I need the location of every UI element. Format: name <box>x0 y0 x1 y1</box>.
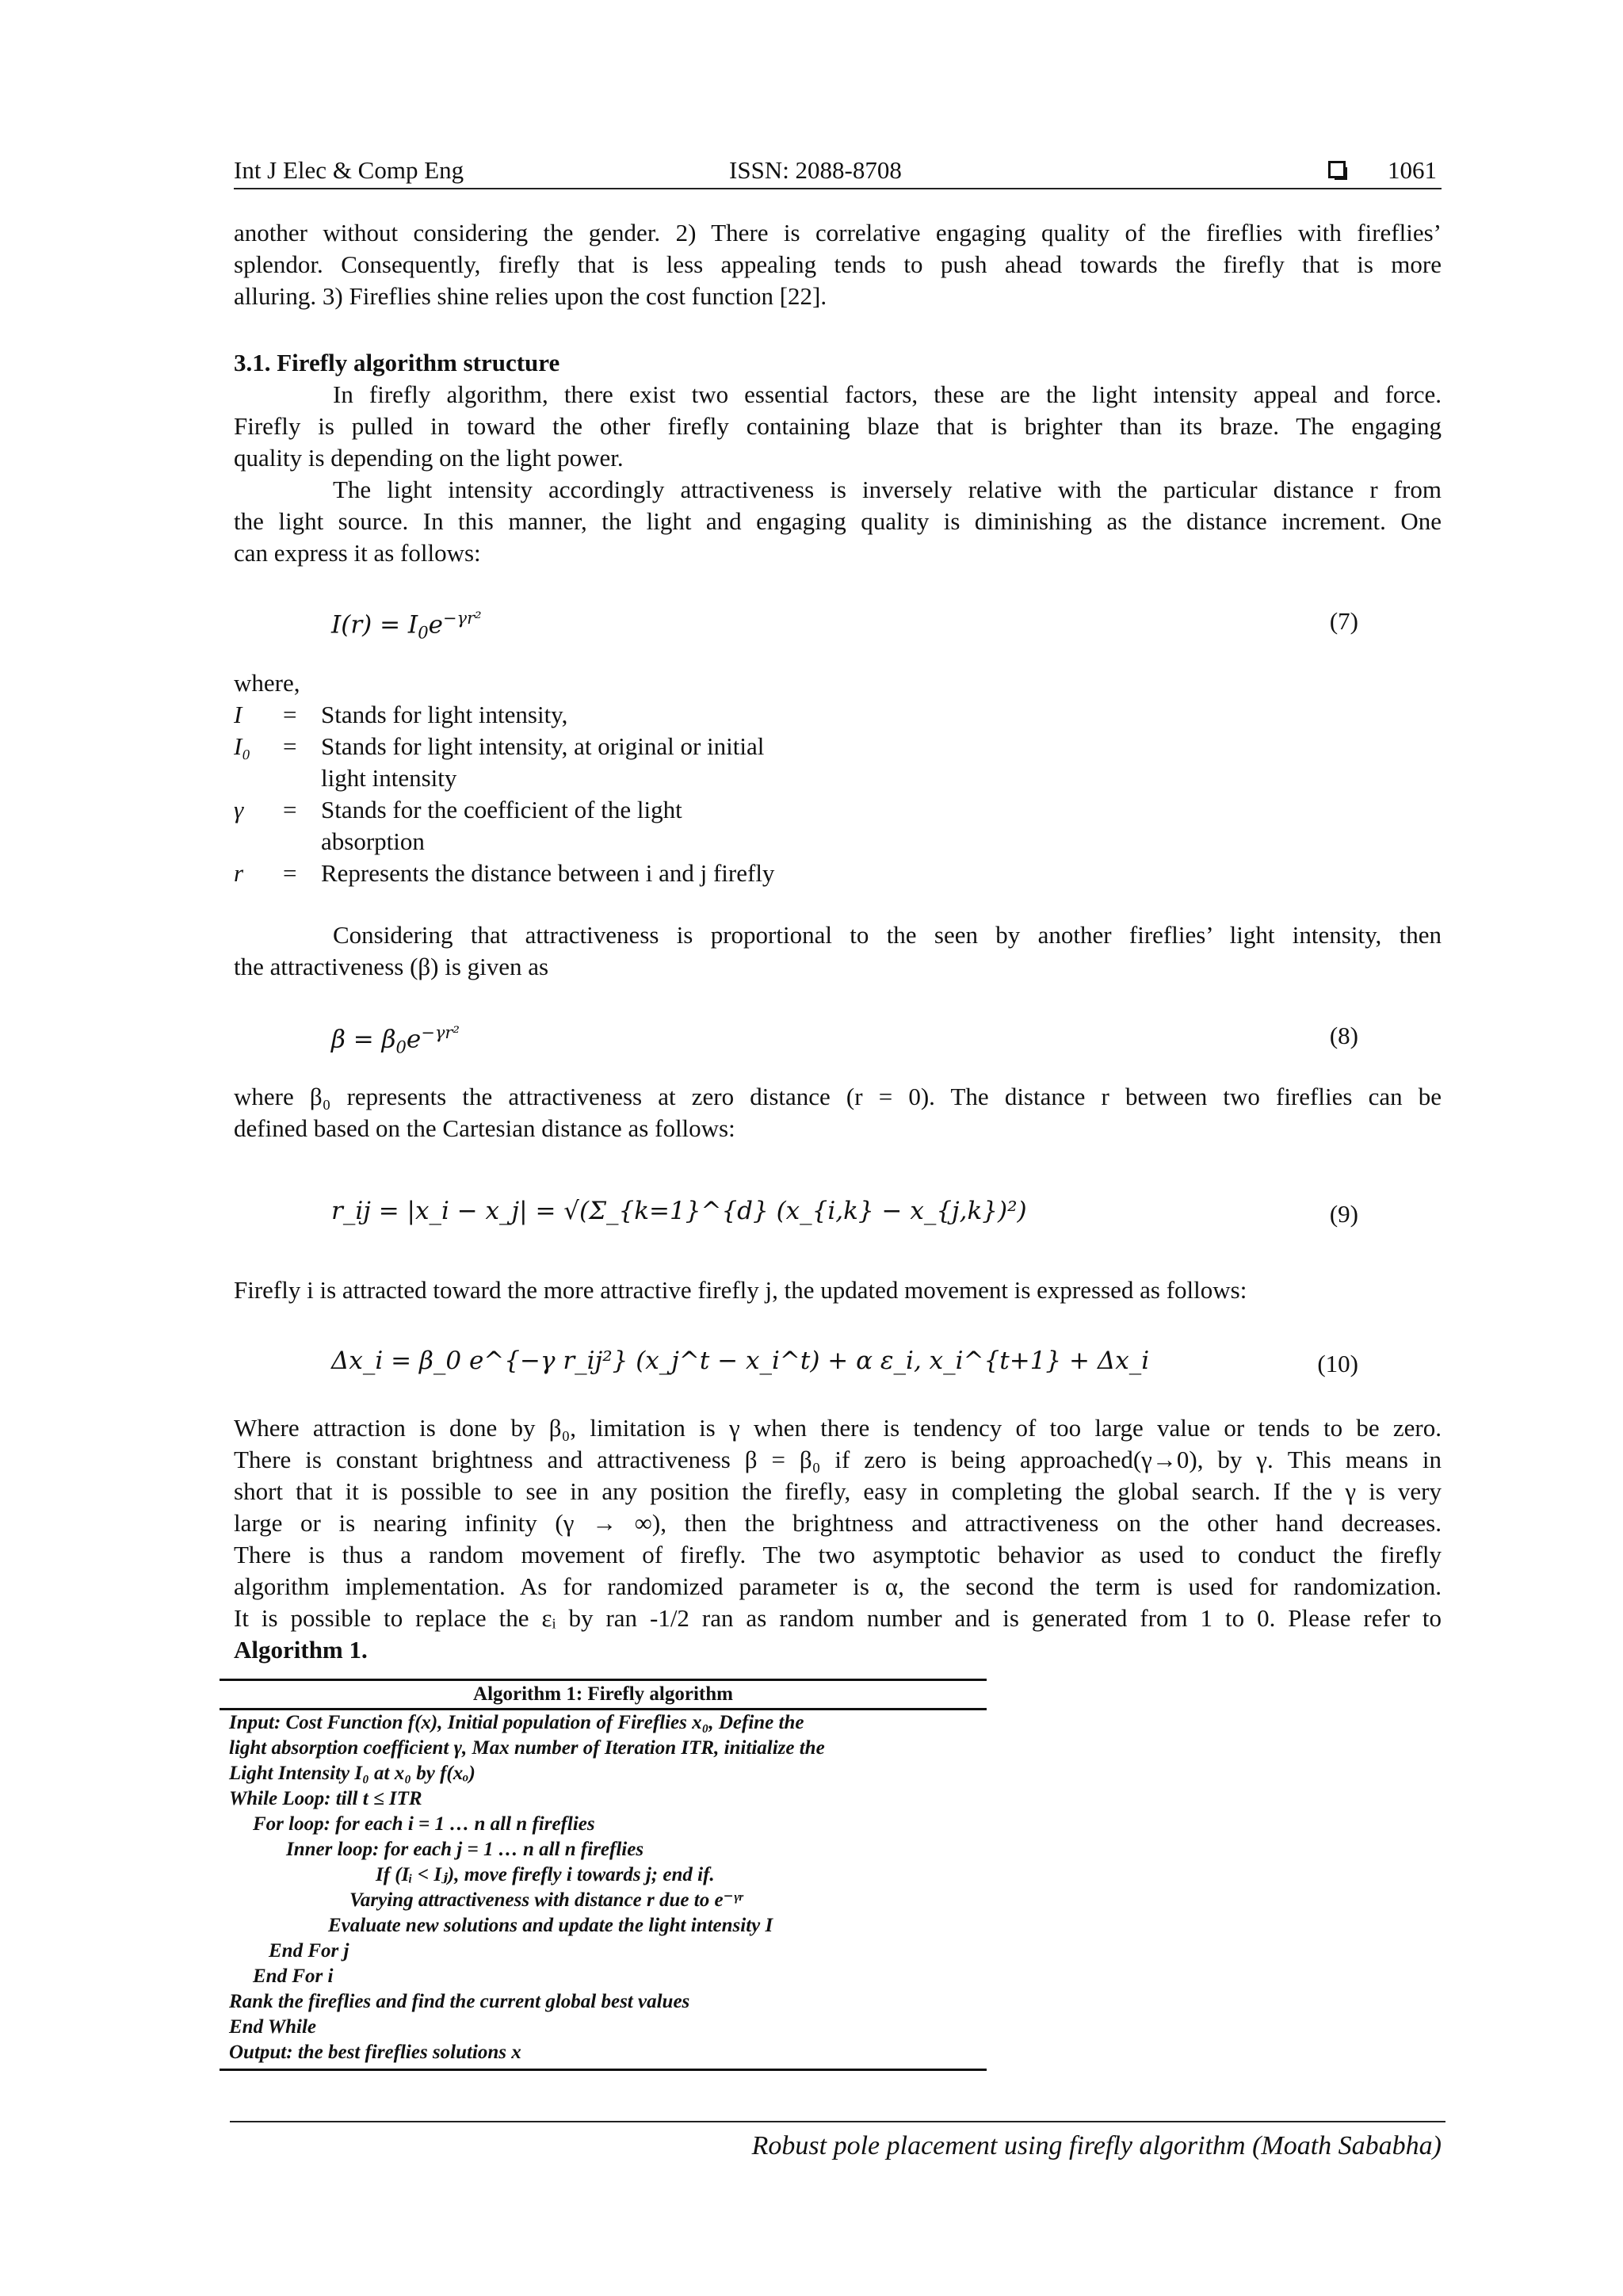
equation-10 <box>331 1345 1358 1386</box>
intro-paragraph <box>234 217 1442 312</box>
algorithm-line: Input: Cost Function f(x), Initial population of Fireflies x₀, Define the <box>229 1712 804 1733</box>
algorithm-line: End While <box>229 2016 316 2038</box>
equation-8-math: $\beta = \beta_0e^{-\gamma r^2}$ <box>331 1023 460 1057</box>
text-line: Where attraction is done by β₀, limitation is γ when there is tendency of too large value or tends to be zero. <box>234 1414 1442 1442</box>
paragraph-5: Firefly i is attracted toward the more attractive firefly j, the updated movement is expressed as follows: <box>234 1276 1247 1304</box>
algorithm-box <box>220 1679 987 2071</box>
running-header <box>234 153 1442 189</box>
text-line: alluring. 3) Fireflies shine relies upon the cost function [22]. <box>234 282 827 310</box>
paragraph-4 <box>234 1081 1442 1144</box>
where-label: where, <box>234 669 300 697</box>
algorithm-title: Algorithm 1: Firefly algorithm <box>473 1683 733 1705</box>
algorithm-line: End For j <box>269 1940 349 1962</box>
text-line: can express it as follows: <box>234 539 481 567</box>
section-heading: 3.1. Firefly algorithm structure <box>234 349 560 376</box>
algorithm-line: Varying attractiveness with distance r due to e⁻ᵞʳ <box>349 1889 743 1911</box>
equation-7-math: $I(r) = I_0e^{-\gamma r^2}$ <box>331 609 482 643</box>
text-line: The light intensity accordingly attractiveness is inversely relative with the particular distance r from <box>333 476 1442 503</box>
equation-10-number: (10) <box>1317 1350 1358 1377</box>
equation-7-number: (7) <box>1329 607 1358 635</box>
text-line: Considering that attractiveness is proportional to the seen by another fireflies’ light intensity, then <box>333 921 1442 949</box>
journal-name: Int J Elec & Comp Eng <box>234 156 464 184</box>
text-line: There is thus a random movement of firefly. The two asymptotic behavior as used to conduct the firefly <box>234 1541 1442 1568</box>
text-line: short that it is possible to see in any position the firefly, easy in completing the global search. If the γ is very <box>234 1477 1442 1505</box>
text-line: another without considering the gender. 2) There is correlative engaging quality of the fireflies with fireflies’ <box>234 219 1442 246</box>
equation-9-math: r_ij = |x_i − x_j| = √(Σ_{k=1}^{d} (x_{i,k} − x_{j,k})²) <box>331 1197 1027 1225</box>
equation-10-math: Δx_i = β_0 e^{−γ r_ij²} (x_j^t − x_i^t) + α ε_i, x_i^{t+1} + Δx_i <box>331 1347 1150 1375</box>
definition-row: light intensity <box>321 764 457 792</box>
text-line: algorithm implementation. As for randomized parameter is α, the second the term is used for randomization. <box>234 1572 1442 1600</box>
text-line: quality is depending on the light power. <box>234 444 624 472</box>
algorithm-line: Output: the best fireflies solutions x <box>229 2042 521 2063</box>
algorithm-line: For loop: for each i = 1 … n all n fireflies <box>253 1813 595 1835</box>
paragraph-2 <box>234 474 1442 569</box>
equation-7 <box>331 602 1358 644</box>
text-line: splendor. Consequently, firefly that is less appealing tends to push ahead towards the firefly that is more <box>234 250 1442 278</box>
text-line: Firefly is pulled in toward the other firefly containing blaze that is brighter than its braze. The engaging <box>234 412 1442 440</box>
issn: ISSN: 2088-8708 <box>729 156 902 184</box>
definition-row: I₀ = Stands for light intensity, at original or initial <box>234 732 765 760</box>
paragraph-3 <box>234 919 1442 983</box>
definition-row: γ = Stands for the coefficient of the light <box>234 796 682 823</box>
checkbox-square-icon <box>1328 161 1346 178</box>
equation-9 <box>331 1195 1358 1236</box>
definition-row: absorption <box>321 827 425 855</box>
text-line: There is constant brightness and attractiveness β = β₀ if zero is being approached(γ→0), by γ. This means in <box>234 1446 1442 1473</box>
algorithm-line: Rank the fireflies and find the current global best values <box>229 1991 690 2012</box>
text-line: large or is nearing infinity (γ → ∞), then the brightness and attractiveness on the other hand decreases. <box>234 1509 1442 1537</box>
text-line: It is possible to replace the εᵢ by ran -1/2 ran as random number and is generated from 1 to 0. Please refer to <box>234 1604 1442 1632</box>
paragraph-1 <box>234 379 1442 474</box>
symbol-definitions <box>234 699 947 889</box>
algorithm-line: Inner loop: for each j = 1 … n all n fireflies <box>286 1839 644 1860</box>
text-line: the light source. In this manner, the light and engaging quality is diminishing as the distance increment. One <box>234 507 1442 535</box>
algorithm-bottom-rule <box>220 2069 987 2071</box>
algorithm-lines <box>220 1710 987 2065</box>
text-line: the attractiveness (β) is given as <box>234 953 549 980</box>
algorithm-line: While Loop: till t ≤ ITR <box>229 1788 422 1809</box>
algorithm-line: Light Intensity I₀ at x₀ by f(xₒ) <box>229 1763 475 1784</box>
text-line: where β₀ represents the attractiveness at zero distance (r = 0). The distance r between two fireflies can be <box>234 1083 1442 1110</box>
definition-row: I = Stands for light intensity, <box>234 701 568 728</box>
running-footer: Robust pole placement using firefly algorithm (Moath Sababha) <box>751 2131 1442 2160</box>
equation-8-number: (8) <box>1329 1022 1358 1049</box>
footer-rule <box>230 2121 1445 2122</box>
algorithm-line: If (Iᵢ < Iⱼ), move firefly i towards j; end if. <box>376 1864 715 1885</box>
definition-row: r = Represents the distance between i and j firefly <box>234 859 775 887</box>
algorithm-reference: Algorithm 1. <box>234 1636 368 1664</box>
algorithm-line: light absorption coefficient γ, Max number of Iteration ITR, initialize the <box>229 1737 825 1759</box>
text-line: defined based on the Cartesian distance as follows: <box>234 1114 735 1142</box>
algorithm-line: End For i <box>253 1966 334 1987</box>
text-line: In firefly algorithm, there exist two essential factors, these are the light intensity appeal and force. <box>333 380 1442 408</box>
equation-8 <box>331 1017 1358 1058</box>
algorithm-line: Evaluate new solutions and update the light intensity I <box>328 1915 773 1936</box>
equation-9-number: (9) <box>1329 1200 1358 1228</box>
page-number: 1061 <box>1388 156 1437 184</box>
paragraph-6 <box>234 1412 1442 1666</box>
